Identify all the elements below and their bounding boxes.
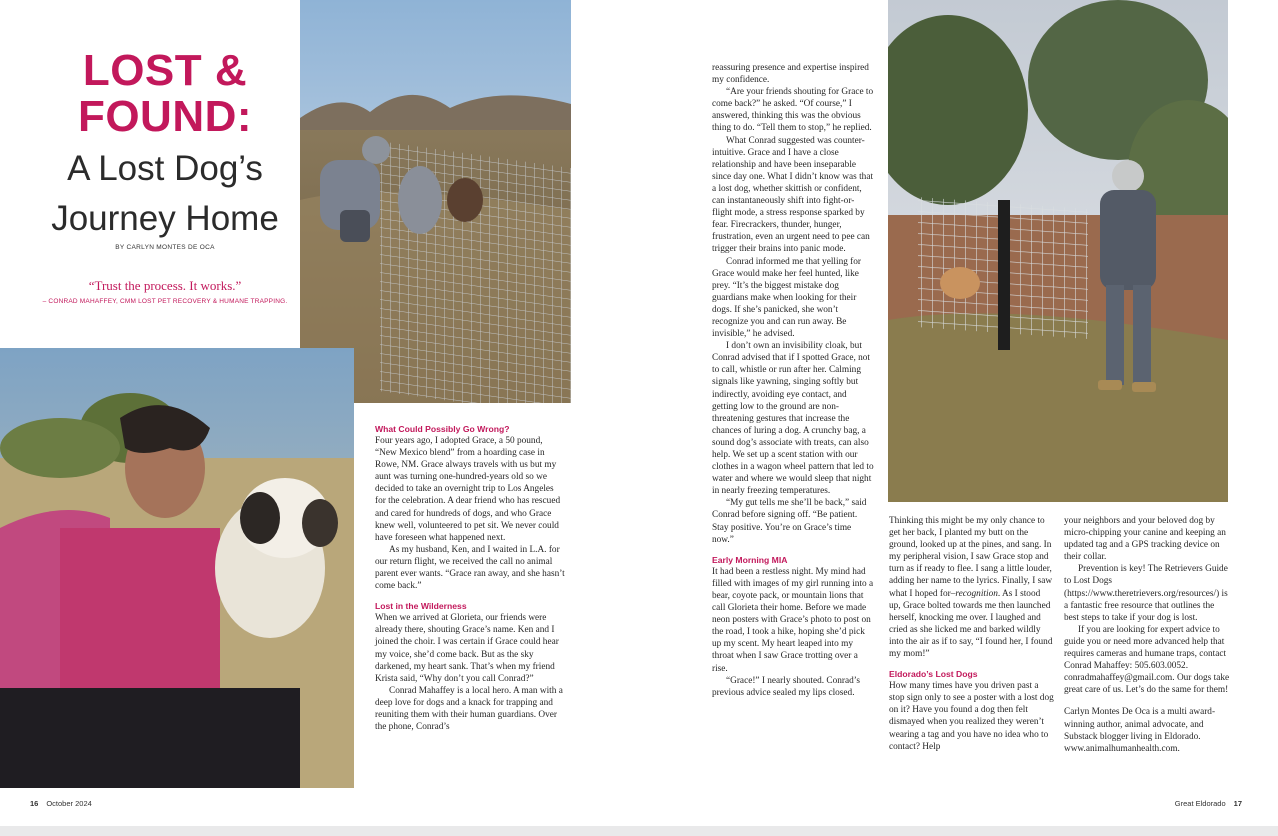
issue-date: October 2024 [46, 799, 92, 808]
paragraph-text: Thinking this might be my only chance to get her back, I planted my butt on the ground, looked up at the pines, and sang. In my peripheral vision, I saw Grace stop and turn as if ready to flee. I sang a little louder, adding her name to the lyrics. Finally, I saw what I hoped for– [889, 516, 1053, 599]
title-line-2: FOUND: [77, 92, 253, 141]
paragraph: Conrad informed me that yelling for Grace would make her feel hunted, like prey. “It’s the biggest mistake dog guardians make when looking for their dogs. If she’s panicked, she won’t recognize you and can run away. Be invisible,” he advised. [712, 256, 862, 340]
page-number-right: 17 [1233, 799, 1242, 808]
paragraph: As my husband, Ken, and I waited in L.A. for our return flight, we received the call no animal parent ever wants. “Grace ran away, and she hasn’t come back.” [375, 544, 565, 592]
article-title-block [30, 48, 300, 240]
pull-quote-credit: – CONRAD MAHAFFEY, CMM LOST PET RECOVERY & HUMANE TRAPPING. [42, 298, 288, 305]
paragraph: It had been a restless night. My mind had filled with images of my girl running into a bear, coyote pack, or mountain lions that call Glorieta their home. Before we made neon posters with Grace’s photo to post on the road, I took a hike, hoping she’d pick up my scent. My heart leaped into my throat when I saw Grace trotting over a rise. [712, 566, 874, 674]
section-heading: Lost in the Wilderness [375, 601, 467, 612]
paragraph: “Grace!” I nearly shouted. Conrad’s previous advice sealed my lips closed. [712, 675, 860, 698]
paragraph: “My gut tells me she’ll be back,” said Conrad before signing off. “Be patient. Stay positive. You’re on Grace’s time now.” [712, 498, 867, 545]
footer-left [30, 799, 92, 808]
section-heading: Eldorado’s Lost Dogs [889, 669, 978, 680]
page-number-left: 16 [30, 799, 39, 808]
paragraph: When we arrived at Glorieta, our friends were already there, shouting Grace’s name. Ken and I joined the choir. I was certain if Grace could hear my voice, she’d come back. But as the sky darkened, my heart sank. That’s when my friend Krista said, “Why don’t you call Conrad?” [375, 613, 559, 684]
paragraph: reassuring presence and expertise inspired my confidence. [712, 63, 869, 86]
paragraph: Conrad Mahaffey is a local hero. A man with a deep love for dogs and a knack for trapping and reuniting them with their human guardians. Over the phone, Conrad’s [375, 685, 563, 733]
emphasis-text: recognition [955, 588, 998, 599]
subtitle-line-1: A Lost Dog’s [67, 149, 263, 188]
spacer [1064, 696, 1230, 706]
paragraph: Four years ago, I adopted Grace, a 50 pound, “New Mexico blend” from a hoarding case in Rowe, NM. Grace always travels with us but my aunt was turning one-hundred-years old so we decided to take an overnight trip to Los Angeles for the celebration. A dear friend who has rescued and cared for hundreds of dogs, and who Grace knew well, volunteered to pet sit. We never could have foreseen what happened next. [375, 436, 561, 543]
article-column-4 [1064, 515, 1230, 755]
article-column-3 [889, 515, 1054, 753]
paragraph: If you are looking for expert advice to guide you or need more advanced help that requires cameras and humane traps, contact Conrad Mahaffey: 505.603.0052. conradmahaffey@gmail.com. Our dogs take great care of us. Let’s do the same for them! [1064, 624, 1230, 696]
footer-right [1120, 799, 1242, 808]
section-heading: What Could Possibly Go Wrong? [375, 424, 510, 434]
photo-woman-with-dog [0, 348, 354, 788]
paragraph [889, 515, 1054, 660]
viewer-bottom-strip [0, 826, 1278, 836]
subtitle-line-2: Journey Home [51, 199, 279, 238]
title-line-1: LOST & [82, 46, 248, 95]
byline: BY CARLYN MONTES DE OCA [115, 244, 215, 251]
author-bio: Carlyn Montes De Oca is a multi award-winning author, animal advocate, and Substack blogger living in Eldorado. www.animalhumanhealth.com. [1064, 707, 1216, 754]
publication-name: Great Eldorado [1174, 799, 1226, 808]
paragraph: your neighbors and your beloved dog by micro-chipping your canine and keeping an updated tag and a GPS tracking device on their collar. [1064, 516, 1226, 563]
paragraph: “Are your friends shouting for Grace to come back?” he asked. “Of course,” I answered, thinking this was the obvious thing to do. “Tell them to stop,” he replied. [712, 87, 874, 134]
paragraph: I don’t own an invisibility cloak, but Conrad advised that if I spotted Grace, not to call, whistle or run after her. Calming signals like yawning, singing softly but indirectly, avoiding eye contact, and getting low to the ground are non-threatening gestures that increase the chances of luring a dog. A crunchy bag, a sound dog’s associate with treats, can also help. We set up a scent station with our clothes in a wagon wheel pattern that led to water and where we would sleep that night in nearly freezing temperatures. [712, 341, 874, 497]
photo-man-at-trap [300, 0, 571, 403]
paragraph: Prevention is key! The Retrievers Guide to Lost Dogs (https://www.theretrievers.org/resources/) is a fantastic free resource that outlines the best steps to take if your dog is lost. [1064, 564, 1228, 623]
article-column-2 [712, 62, 874, 699]
pull-quote: “Trust the process. It works.” [88, 278, 242, 293]
article-column-1 [375, 423, 565, 733]
paragraph: How many times have you driven past a stop sign only to see a poster with a lost dog on it? Have you found a dog then felt dismayed when you realized they weren’t wearing a tag and you have no idea who to contact? Help [889, 681, 1054, 752]
paragraph: What Conrad suggested was counter-intuitive. Grace and I have a close relationship and have been inseparable since day one. What I didn’t know was that a lost dog, whether skittish or confident, can instantaneously shift into fight-or-flight mode, a stress response sparked by fear. Firecrackers, thunder, hunger, frustration, even an urgent need to pee can trigger their brains into panic mode. [712, 135, 874, 255]
section-heading: Early Morning MIA [712, 554, 788, 565]
paragraph-text: . As I stood up, Grace bolted towards me then launched herself, knocking me over. I laughed and cried as she licked me and barked wildly into the air as if to say, “I found her, I found my mom!” [889, 588, 1053, 660]
photo-dog-in-trap [888, 0, 1228, 502]
